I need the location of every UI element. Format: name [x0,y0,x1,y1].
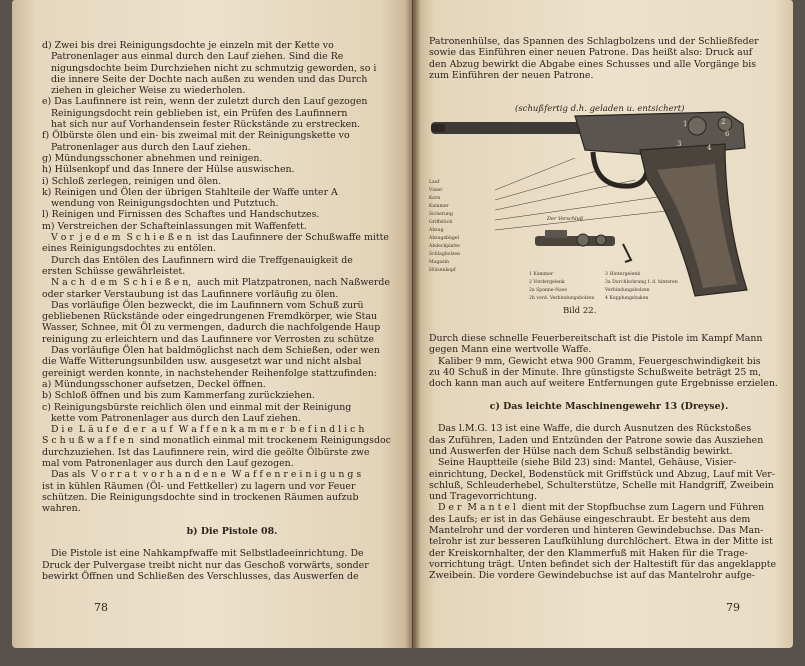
text-line: mal vom Patronenlager aus durch den Lauf gezogen. [42,457,294,469]
text-line: D e r M a n t e l dient mit der Stopfbuchse zum Lagern und Führen [429,502,765,514]
text-line: c) Reinigungsbürste reichlich ölen und einmal mit der Reinigung [42,401,352,413]
figure-annotation: (schußfertig d.h. geladen u. entsichert) [515,104,685,114]
text-line: telrohr ist zur besseren Laufkühlung durchlöchert. Etwa in der Mitte ist [429,536,773,548]
text-line: ist in kühlen Räumen (Öl- und Fettkeller) zu lagern und vor Feuer [42,480,356,492]
callout-number: 3 [677,140,682,148]
right-page-top-text [429,36,789,81]
text-line: Die Pistole ist eine Nahkampfwaffe mit Selbstladeeinrichtung. De [42,548,364,560]
text-line: kette vom Patronenlager aus durch den Lauf ziehen. [42,412,301,424]
parts-legend-item: Griffstück [429,220,453,225]
book-gutter [405,0,421,648]
parts-legend-item: Schlagbolzen [429,252,461,257]
text-line: gegen Mann eine wertvolle Waffe. [429,344,592,356]
text-line: hat sich nur auf Vorhandensein fester Rückstände zu erstrecken. [42,119,361,131]
numbered-legend-item: Verbindungsbolzen [605,288,650,293]
text-line: ersten Schüsse gewährleistet. [42,265,186,277]
parts-legend-item: Kammer [429,204,449,209]
pistol-illustration [425,100,765,318]
text-line: durchzuziehen. Ist das Laufinnere rein, wird die geölte Ölbürste zwe [42,446,370,458]
text-line: Patronenlager aus durch den Lauf ziehen. [42,141,251,153]
page-number-left: 78 [94,601,108,614]
text-line: bewirkt Öffnen und Schließen des Verschlusses, das Auswerfen de [42,570,359,582]
text-line: e) Das Laufinnere ist rein, wenn der zuletzt durch den Lauf gezogen [42,96,368,108]
numbered-legend-item: 3 Hintergelenk [605,272,641,277]
page-number-right: 79 [726,601,740,614]
text-line: Durch diese schnelle Feuerbereitschaft ist die Pistole im Kampf Mann [429,333,763,344]
text-line: doch kann man auch auf weitere Entfernungen gute Ergebnisse erzielen. [429,378,778,390]
text-line: Druck der Pulvergase treibt nicht nur das Geschoß vorwärts, sonder [42,559,369,571]
text-line [42,537,412,548]
text-line: Patronenlager aus einmal durch den Lauf ziehen. Sind die Re [42,51,344,63]
text-line: schluß, Schleuderhebel, Schulterstütze, Schelle mit Handgriff, Zweibein [429,479,774,491]
text-line: gebliebenen Rückstände oder eingedrungenen Fremdkörper, wie Stau [42,311,378,323]
text-line: zu 40 Schuß in der Minute. Ihre günstigste Schußweite beträgt 25 m, [429,366,762,378]
parts-legend-item: Sicherung [429,212,453,217]
text-line: Das vorläufige Ölen bezweckt, die im Laufinnern vom Schuß zurü [42,299,364,311]
text-line: schützen. Die Reinigungsdochte sind in trockenen Räumen aufzub [42,491,359,503]
callout-number: 6 [725,130,730,138]
text-line: der Kreiskornhalter, der den Klammerfuß mit Haken für die Trage- [429,547,748,559]
text-line: oder starker Verstaubung ist das Laufinnere vorläufig zu ölen. [42,288,339,300]
text-line: S c h u ß w a f f e n sind monatlich einmal mit trockenem Reinigungsdoc [42,435,391,447]
numbered-legend-item: 3a Durchbohrung f. d. hinteren [605,280,678,285]
callout-number: 9a [747,260,756,268]
text-line: a) Mündungsschoner aufsetzen, Deckel öffnen. [42,378,266,390]
parts-legend-item: Magazin [429,260,449,265]
text-line: Zweibein. Die vordere Gewindebuchse ist auf das Mantelrohr aufge- [429,570,755,582]
text-line: g) Mündungsschoner abnehmen und reinigen. [42,152,263,164]
parts-legend-item: Abdeckplatte [429,244,460,249]
right-page-body-text [429,333,789,582]
numbered-legend-item: 2b vord. Verbindungsbolzen [529,296,595,301]
parts-legend-item: Abzugsbügel [429,236,459,241]
text-line: des Laufs; er ist in das Gehäuse eingeschraubt. Er besteht aus dem [429,513,751,525]
parts-legend-item: Hülsenkopf [429,268,456,273]
text-line: N a c h d e m S c h i e ß e n, auch mit Platzpatronen, nach Naßwerde [42,277,390,289]
text-line: Seine Hauptteile (siehe Bild 23) sind: Mantel, Gehäuse, Visier- [429,457,737,469]
numbered-legend-item: 4 Kupplungshaken [605,296,649,301]
text-line: f) Ölbürste ölen und ein- bis zweimal mit der Reinigungskette vo [42,130,350,142]
figure-caption: Bild 22. [563,306,597,316]
text-line: d) Zwei bis drei Reinigungsdochte je einzeln mit der Kette vo [42,40,334,51]
numbered-legend-item: 2a Spanne-Nase [529,288,567,293]
parts-legend-item: Lauf [429,180,440,185]
text-line: den Abzug bewirkt die Abgabe eines Schusses und alle Vorgänge bis [429,58,757,70]
text-line: l) Reinigen und Firnissen des Schaftes und Handschutzes. [42,209,320,221]
text-line: c) Das leichte Maschinengewehr 13 (Dreyse). [489,400,729,412]
text-line: k) Reinigen und Ölen der übrigen Stahlteile der Waffe unter A [42,186,338,198]
text-line: und Tragevorrichtung. [429,491,537,503]
text-line: b) Die Pistole 08. [186,525,278,537]
text-line: b) Schloß öffnen und bis zum Kammerfang zurückziehen. [42,390,315,402]
text-line: einrichtung, Deckel, Bodenstück mit Griffstück und Abzug, Lauf mit Ver- [429,468,775,480]
numbered-legend-item: 2 Vordergelenk [529,280,565,285]
text-line: das Zuführen, Laden und Entzünden der Patrone sowie das Ausziehen [429,434,764,446]
text-line: D i e L ä u f e d e r a u f W a f f e n k a m m e r b e f i n d l i c h [42,424,365,436]
text-line [429,389,789,400]
text-line: und Auswerfen der Hülse nach dem Schuß selbständig bewirkt. [429,445,733,457]
text-line: i) Schloß zerlegen, reinigen und ölen. [42,175,222,187]
text-line [429,412,789,423]
text-line: die innere Seite der Dochte nach außen zu wenden und das Durch [42,73,368,85]
right-page [413,0,793,648]
text-line: Mantelrohr und der vorderen und hinteren Gewindebuchse. Das Man- [429,525,764,537]
text-line: gereinigt werden konnte, in nachstehender Reihenfolge stattzufinden: [42,367,377,379]
text-line: Das als V o r r a t v o r h a n d e n e W a f f e n r e i n i g u n g s [42,469,362,481]
text-line: Das l.M.G. 13 ist eine Waffe, die durch Ausnutzen des Rückstoßes [429,423,752,435]
callout-number: 1 [683,120,688,128]
numbered-legend-item: 1 Kammer [529,272,554,277]
subfigure-label: Der Verschluß [547,216,584,222]
text-line: Wasser, Schnee, mit Öl zu vermengen, dadurch die nachfolgende Haup [42,322,381,334]
text-line: vorrichtung trägt. Unten befindet sich der Haltestift für das angeklappte [429,558,777,570]
text-line: V o r j e d e m S c h i e ß e n ist das Laufinnere der Schußwaffe mitte [42,232,389,244]
parts-legend-item: Abzug [429,228,444,233]
text-line: h) Hülsenkopf und das Innere der Hülse auswischen. [42,164,295,176]
text-line: sowie das Einführen einer neuen Patrone. Das heißt also: Druck auf [429,47,753,59]
parts-legend-item: Visier [429,188,443,193]
text-line: Patronenhülse, das Spannen des Schlagbolzens und der Schließfeder [429,36,759,47]
callout-number: 9 [743,272,748,280]
text-line: Reinigungsdocht rein geblieben ist, ein Prüfen des Laufinnern [42,107,348,119]
text-line: ziehen in gleicher Weise zu wiederholen. [42,85,246,97]
text-line: reinigung zu erleichtern und das Laufinnere vor Verrosten zu schütze [42,333,374,345]
text-line: nigungsdochte beim Durchziehen nicht zu schmutzig geworden, so i [42,62,377,74]
text-line: die Waffe Witterungsunbilden usw. ausgesetzt war und nicht alsbal [42,356,362,368]
text-line: eines Reinigungsdochtes zu entölen. [42,243,217,255]
text-line: Das vorläufige Ölen hat baldmöglichst nach dem Schießen, oder wen [42,345,380,357]
parts-legend-item: Korn [429,196,441,201]
left-page [12,0,412,648]
text-line: wendung von Reinigungsdochten und Putztuch. [42,198,279,210]
text-line: Durch das Entölen des Laufinnern wird die Treffgenauigkeit de [42,254,353,266]
left-page-text [42,40,412,582]
callout-number: 4 [707,144,712,152]
luger-pistol-drawing [425,100,765,318]
text-line: m) Verstreichen der Schafteinlassungen mit Waffenfett. [42,220,307,232]
text-line: zum Einführen der neuen Patrone. [429,69,594,81]
text-line: Kaliber 9 mm, Gewicht etwa 900 Gramm, Feuergeschwindigkeit bis [429,355,761,367]
callout-number: 5 [735,110,740,118]
text-line: wahren. [42,503,81,515]
callout-number: 2 [721,118,726,126]
text-line [42,514,412,525]
